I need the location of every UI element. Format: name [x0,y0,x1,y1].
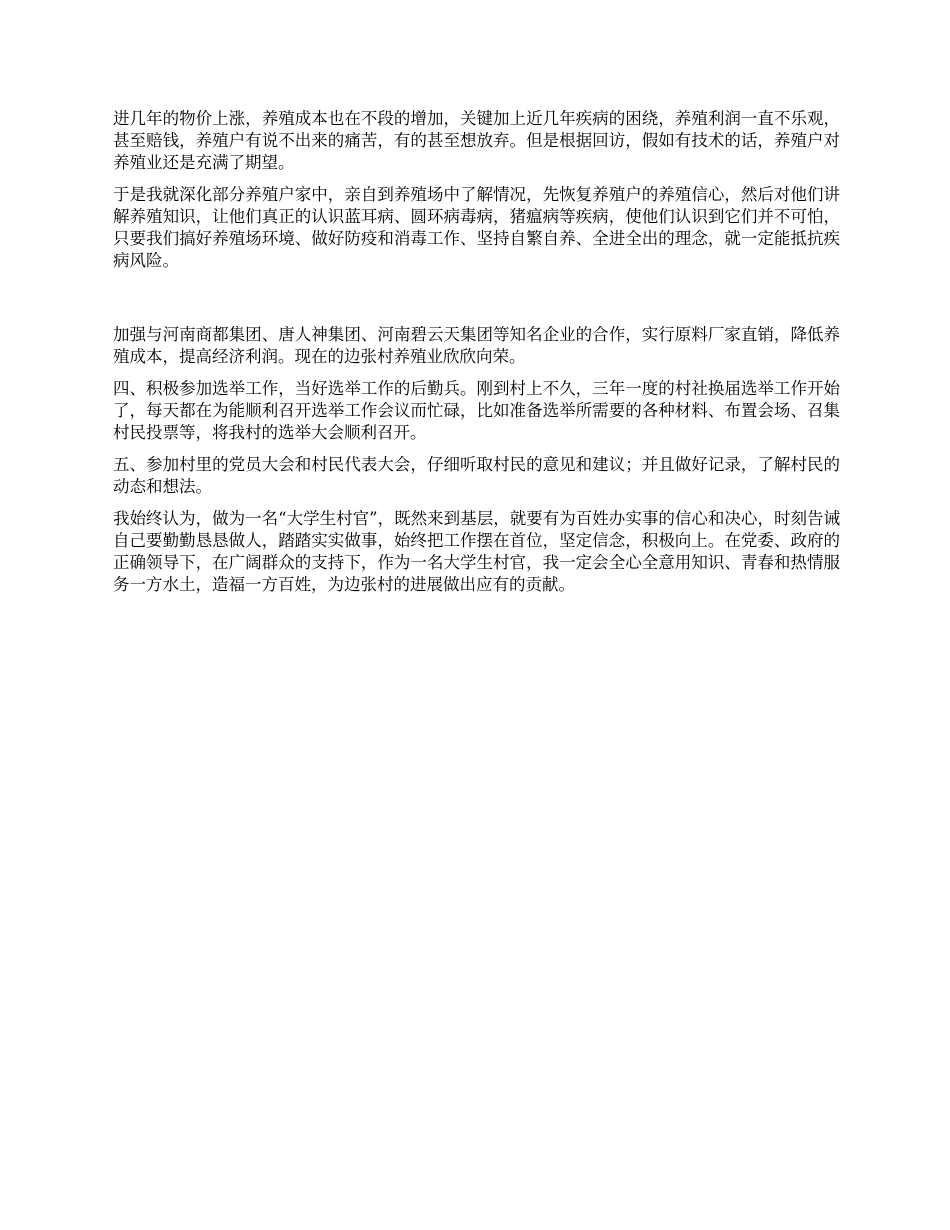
section-gap [113,282,840,324]
paragraph-enterprise-cooperation: 加强与河南商都集团、唐人神集团、河南碧云天集团等知名企业的合作，实行原料厂家直销，降低养殖成本，提高经济利润。现在的边张村养殖业欣欣向荣。 [113,325,840,366]
paragraph-livestock-costs: 进几年的物价上涨，养殖成本也在不段的增加，关键加上近几年疾病的困绕，养殖利润一直不乐观，甚至赔钱，养殖户有说不出来的痛苦，有的甚至想放弃。但是根据回访，假如有技术的话，养殖户对养殖业还是充满了期望。 [113,109,840,172]
paragraph-conclusion: 我始终认为，做为一名“大学生村官”，既然来到基层，就要有为百姓办实事的信心和决心，时刻告诫自己要勤勤恳恳做人，踏踏实实做事，始终把工作摆在首位，坚定信念，积极向上。在党委、政府的正确领导下，在广阔群众的支持下，作为一名大学生村官，我一定会全心全意用知识、青春和热情服务一方水土，造福一方百姓，为边张村的进展做出应有的贡献。 [113,509,840,594]
paragraph-village-meetings: 五、参加村里的党员大会和村民代表大会，仔细听取村民的意见和建议；并且做好记录，了解村民的动态和想法。 [113,455,840,496]
document-body [113,108,840,606]
paragraph-farm-visits: 于是我就深化部分养殖户家中，亲自到养殖场中了解情况，先恢复养殖户的养殖信心，然后对他们讲解养殖知识，让他们真正的认识蓝耳病、圆环病毒病，猪瘟病等疾病，使他们认识到它们并不可怕，只要我们搞好养殖场环境、做好防疫和消毒工作、坚持自繁自养、全进全出的理念，就一定能抵抗疾病风险。 [113,185,840,270]
paragraph-election-work: 四、积极参加选举工作，当好选举工作的后勤兵。刚到村上不久，三年一度的村社换届选举工作开始了，每天都在为能顺利召开选举工作会议而忙碌，比如准备选举所需要的各种材料、布置会场、召集村民投票等，将我村的选举大会顺利召开。 [113,379,840,442]
